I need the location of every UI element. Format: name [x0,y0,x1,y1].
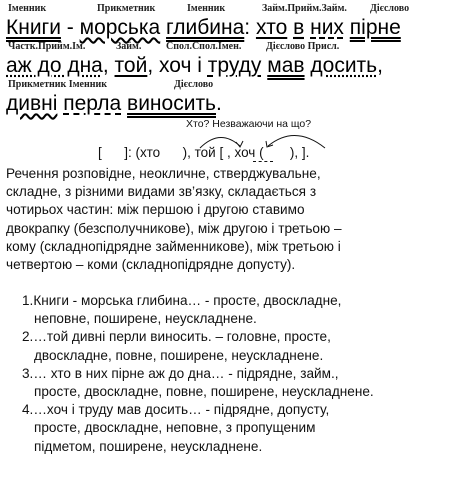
list-item-line: підметом, поширене, неускладнене. [34,438,263,454]
annotation-noun-2: Іменник [187,3,226,14]
list-item-line: 3.… хто в них пірне аж до дна… - підрядне, займ., [22,365,339,381]
comma-3: , [377,54,383,77]
description-line: Речення розповідне, неокличне, стверджувальне, [6,166,321,181]
word-khoch: хоч [159,54,192,77]
annotation-verb-1: Дієслово [370,3,410,14]
list-item-line: неповне, поширене, неускладнене. [34,311,257,327]
annotation-pronoun: Займ. [116,41,142,52]
annotation-pron-prep-pron: Займ.Прийм.Займ. [262,3,347,14]
word-v: в [293,16,305,39]
word-perla: перла [63,92,122,115]
period: . [216,92,222,115]
annotation-adj-noun: Прикметник Іменник [8,79,107,90]
word-toi: той [114,54,148,77]
list-item-line: просте, двоскладне, повне, поширене, неускладнене. [34,384,374,400]
list-item [22,292,374,328]
schema-questions: Хто? Незважаючи на що? [186,118,312,130]
description-line: складне, з різними видами зв’язку, складається з [6,184,317,200]
word-azh-do-dna: аж до дна [6,54,103,77]
list-item-line: 2.…той дивні перли виносить. – головне, просте, [22,329,331,345]
description-line: кому (складнопідрядне займенникове), між третьою і [6,238,341,254]
word-nykh: них [310,16,344,39]
word-khto: хто [255,16,288,39]
description-line: двокрапку (безсполучникове), між другою і третьою – [6,220,342,236]
list-item-line: двоскладне, повне, поширене, неускладнене. [34,347,324,363]
colon: : [244,16,256,39]
annotation-conj-conj-noun: Спол.Спол.Імен. [166,41,242,52]
word-dosyt: досить [310,54,378,77]
word-mav: мав [267,54,305,77]
description-line: чотирьох частин: між першою і другою ставимо [6,202,305,218]
annotation-verb-adverb: Дієслово Присл. [266,41,340,52]
list-item [22,401,374,456]
word-morska: морська [79,16,161,39]
annotation-verb-2: Дієслово [174,79,214,90]
word-pirne: пірне [349,16,401,39]
sentence-schema: [ ]: (хто ), той [ , хоч ( ), ]. [98,145,310,160]
description-line: четвертою – коми (складнопідрядне допусту). [6,257,296,273]
list-item-line: 1.Книги - морська глибина… - просте, двоскладне, [22,293,342,308]
dash-separator: - [60,16,80,39]
comma-1: , [102,54,115,77]
word-vynosyt: виносить [127,92,216,115]
word-hlybyna: глибина [166,16,245,39]
list-item-line: просте, двоскладне, неповне, з пропущеним [34,420,316,436]
annotation-part-prep-noun: Частк.Прийм.Ім. [8,41,86,52]
word-knyhy: Книги [6,16,61,39]
parts-list [22,292,374,456]
word-trudu: труду [207,54,262,77]
comma-2: , [147,54,159,77]
word-i: і [197,54,202,77]
description-paragraph [6,165,342,274]
list-item [22,365,374,401]
annotation-adjective-1: Прикметник [97,3,156,14]
list-item-line: 4.…хоч і труду мав досить… - підрядне, допусту, [22,402,330,418]
schema-underline-khoch [253,161,273,162]
annotation-noun-1: Іменник [8,3,47,14]
word-dyvni: дивні [6,92,58,115]
list-item [22,328,374,364]
